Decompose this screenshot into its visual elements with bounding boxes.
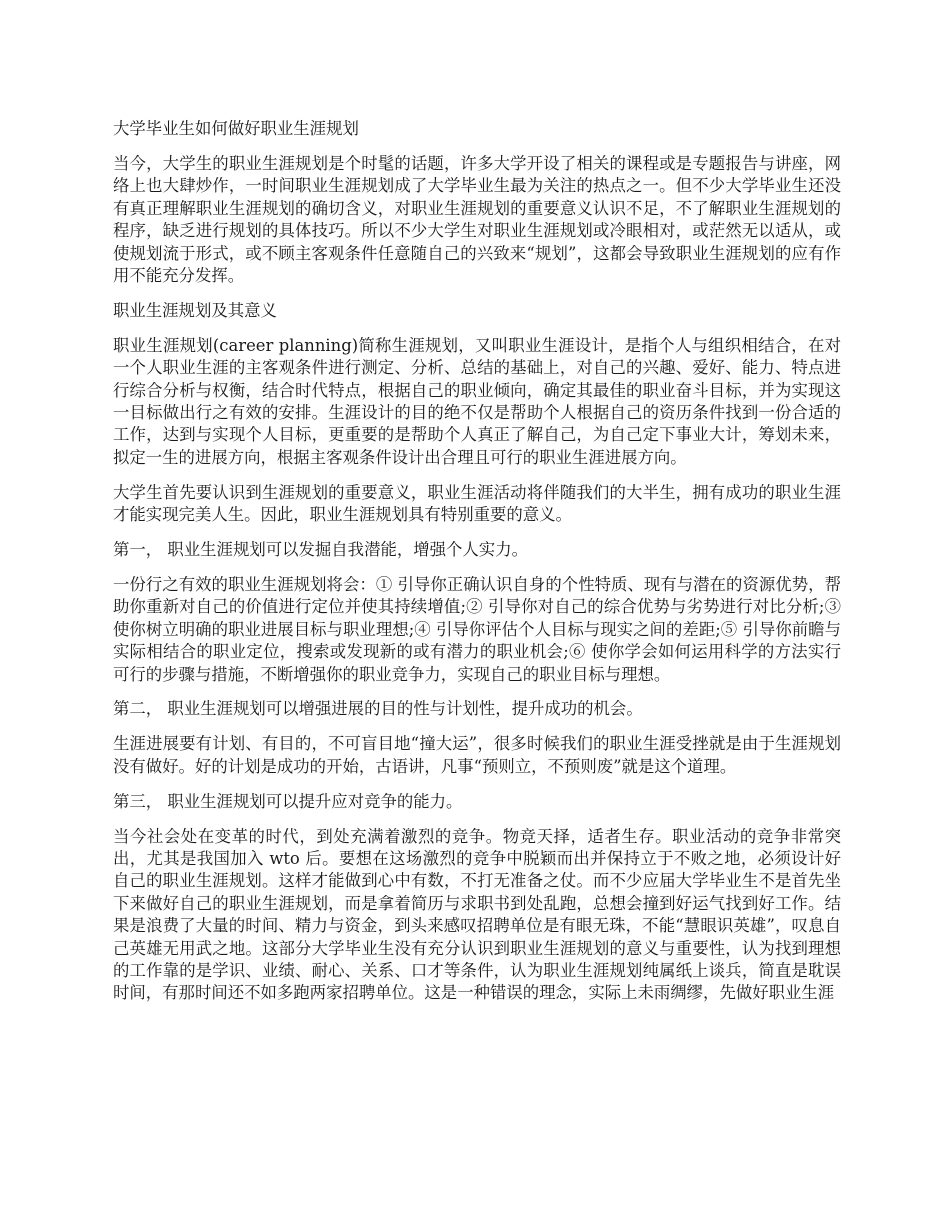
- point-two-paragraph: 生涯进展要有计划、有目的，不可盲目地“撞大运”，很多时候我们的职业生涯受挫就是由于生涯规划没有做好。好的计划是成功的开始，古语讲，凡事“预则立，不预则废”就是这个道理。: [113, 734, 841, 776]
- importance-paragraph: 大学生首先要认识到生涯规划的重要意义，职业生涯活动将伴随我们的大半生，拥有成功的职业生涯才能实现完美人生。因此，职业生涯规划具有特别重要的意义。: [113, 482, 841, 525]
- document-body: [113, 118, 841, 1040]
- definition-paragraph: 职业生涯规划(career planning)简称生涯规划，又叫职业生涯设计，是指个人与组织相结合，在对一个人职业生涯的主客观条件进行测定、分析、总结的基础上，对自己的兴趣、爱好、能力、特点进行综合分析与权衡，结合时代特点，根据自己的职业倾向，确定其最佳的职业奋斗目标，并为实现这一目标做出行之有效的安排。生涯设计的目的绝不仅是帮助个人根据自己的资历条件找到一份合适的工作，达到与实现个人目标，更重要的是帮助个人真正了解自己，为自己定下事业大计，筹划未来，拟定一生的进展方向，根据主客观条件设计出合理且可行的职业生涯进展方向。: [113, 335, 841, 467]
- point-one-heading: 第一， 职业生涯规划可以发掘自我潜能，增强个人实力。: [113, 540, 528, 559]
- section-heading: 职业生涯规划及其意义: [113, 300, 277, 320]
- point-two-heading: 第二， 职业生涯规划可以增强进展的目的性与计划性，提升成功的机会。: [113, 699, 643, 719]
- point-one-paragraph: 一份行之有效的职业生涯规划将会：① 引导你正确认识自身的个性特质、现有与潜在的资源优势，帮助你重新对自己的价值进行定位并使其持续增值;② 引导你对自己的综合优势与劣势进行对比分析;③ 使你树立明确的职业进展目标与职业理想;④ 引导你评估个人目标与现实之间的差距;⑤ 引导你前瞻与实际相结合的职业定位，搜索或发现新的或有潜力的职业机会;⑥ 使你学会如何运用科学的方法实行可行的步骤与措施，不断增强你的职业竞争力，实现自己的职业目标与理想。: [113, 574, 841, 684]
- document-title: 大学毕业生如何做好职业生涯规划: [113, 119, 359, 138]
- point-three-paragraph: 当今社会处在变革的时代，到处充满着激烈的竞争。物竞天择，适者生存。职业活动的竞争非常突出，尤其是我国加入 wto 后。要想在这场激烈的竞争中脱颖而出并保持立于不败之地，必须设计好自己的职业生涯规划。这样才能做到心中有数，不打无准备之仗。而不少应届大学毕业生不是首先坐下来做好自己的职业生涯规划，而是拿着简历与求职书到处乱跑，总想会撞到好运气找到好工作。结果是浪费了大量的时间、精力与资金，到头来感叹招聘单位是有眼无珠，不能“慧眼识英雄”，叹息自己英雄无用武之地。这部分大学毕业生没有充分认识到职业生涯规划的意义与重要性，认为找到理想的工作靠的是学识、业绩、耐心、关系、口才等条件，认为职业生涯规划纯属纸上谈兵，简直是耽误时间，有那时间还不如多跑两家招聘单位。这是一种错误的理念，实际上未雨绸缪，先做好职业生涯: [113, 826, 841, 1003]
- intro-paragraph: 当今，大学生的职业生涯规划是个时髦的话题，许多大学开设了相关的课程或是专题报告与讲座，网络上也大肆炒作，一时间职业生涯规划成了大学毕业生最为关注的热点之一。但不少大学毕业生还没有真正理解职业生涯规划的确切含义，对职业生涯规划的重要意义认识不足，不了解职业生涯规划的程序，缺乏进行规划的具体技巧。所以不少大学生对职业生涯规划或冷眼相对，或茫然无以适从，或使规划流于形式，或不顾主客观条件任意随自己的兴致来“规划”，这都会导致职业生涯规划的应有作用不能充分发挥。: [113, 153, 841, 285]
- point-three-heading: 第三， 职业生涯规划可以提升应对竞争的能力。: [113, 791, 463, 811]
